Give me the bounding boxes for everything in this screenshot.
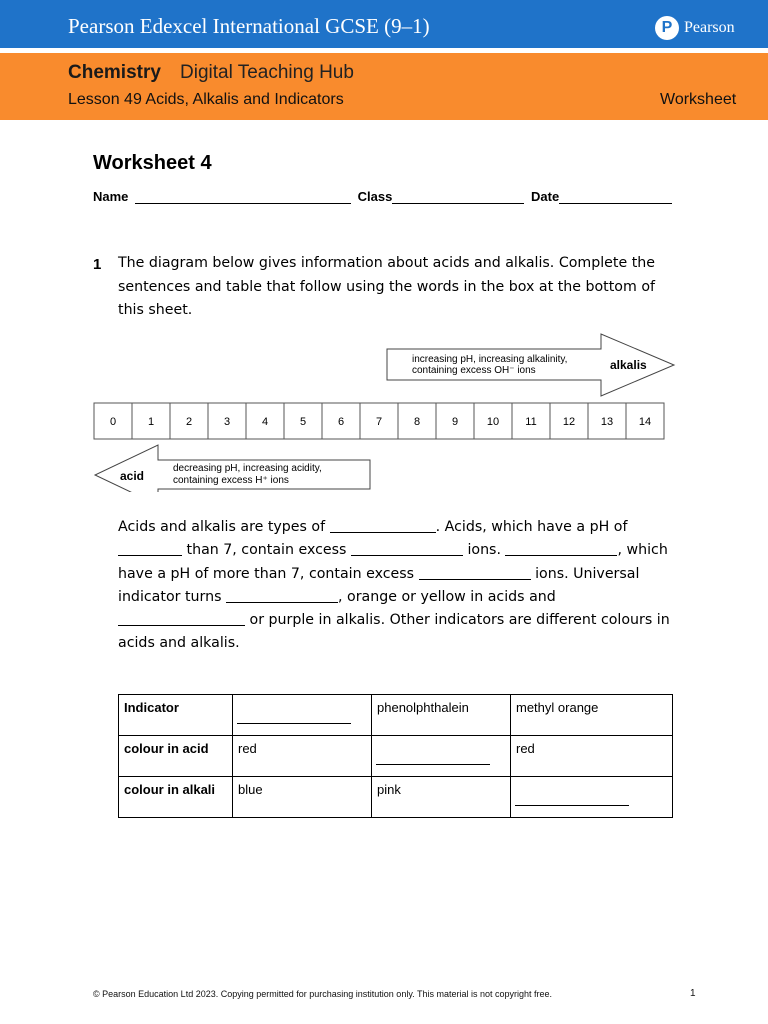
question-text: The diagram below gives information about acids and alkalis. Complete the sentences and table that follow using the words in the box at the bottom of this sheet. [118, 255, 655, 318]
passage-text: ions. [462, 542, 506, 559]
ph-cell-9 [436, 403, 474, 439]
table-row-label: colour in acid [119, 736, 233, 777]
date-field[interactable] [559, 190, 672, 204]
table-header-row [119, 695, 673, 736]
ph-cell-3 [208, 403, 246, 439]
passage-text: ions. Universal indicator turns [118, 565, 640, 605]
table-cell: pink [372, 777, 511, 818]
page-number: 1 [690, 988, 696, 999]
table-blank[interactable] [515, 805, 629, 806]
table-cell: red [511, 736, 673, 777]
answer-blank-6[interactable] [226, 589, 338, 603]
ph-value-label: 10 [486, 416, 500, 428]
acid-label: acid [120, 469, 145, 483]
ph-cell-13 [588, 403, 626, 439]
alkali-label: alkalis [610, 358, 647, 372]
table-cell: red [233, 736, 372, 777]
ph-value-label: 9 [451, 416, 459, 428]
table-answer-cell[interactable] [372, 736, 511, 777]
name-label: Name [93, 189, 129, 204]
worksheet-title: Worksheet 4 [93, 152, 212, 174]
acid-description-2: containing excess H⁺ ions [173, 475, 289, 486]
name-field[interactable] [135, 190, 351, 204]
alkali-description-1: increasing pH, increasing alkalinity, [412, 354, 568, 365]
alkali-arrow [387, 334, 674, 396]
student-details-row [93, 189, 672, 204]
table-row-label: colour in alkali [119, 777, 233, 818]
table-blank[interactable] [376, 764, 490, 765]
ph-value-label: 6 [337, 416, 345, 428]
passage-text: . Acids, which have a pH of [435, 519, 628, 535]
table-answer-cell[interactable] [511, 777, 673, 818]
ph-cell-7 [360, 403, 398, 439]
ph-cell-6 [322, 403, 360, 439]
indicator-table [118, 694, 673, 818]
copyright-footer: © Pearson Education Ltd 2023. Copying permitted for purchasing institution only. This material is not copyright free. [93, 989, 553, 999]
ph-scale-row [94, 403, 664, 439]
ph-scale-diagram [93, 332, 678, 492]
ph-value-label: 4 [261, 416, 269, 428]
question-number: 1 [93, 256, 102, 273]
ph-value-label: 3 [223, 416, 231, 428]
ph-value-label: 14 [638, 416, 652, 428]
passage-text: Acids and alkalis are types of [118, 519, 330, 535]
acid-description-1: decreasing pH, increasing acidity, [173, 463, 322, 474]
alkali-description-2: containing excess OH⁻ ions [412, 365, 536, 376]
table-row [119, 777, 673, 818]
answer-blank-4[interactable] [505, 542, 617, 556]
table-header-cell: Indicator [119, 695, 233, 736]
hub-name: Digital Teaching Hub [180, 62, 354, 83]
class-field[interactable] [392, 190, 524, 204]
table-header-cell: phenolphthalein [372, 695, 511, 736]
pearson-logo [655, 16, 735, 40]
table-cell: blue [233, 777, 372, 818]
table-blank[interactable] [237, 723, 351, 724]
ph-cell-5 [284, 403, 322, 439]
fill-in-passage [118, 516, 686, 656]
answer-blank-2[interactable] [118, 542, 182, 556]
passage-text: or purple in alkalis. Other indicators are different colours in acids and alkalis. [118, 612, 670, 652]
class-label: Class [357, 189, 393, 204]
ph-cell-14 [626, 403, 664, 439]
qualification-title: Pearson Edexcel International GCSE (9–1) [68, 14, 430, 38]
ph-cell-1 [132, 403, 170, 439]
date-label: Date [531, 189, 560, 204]
ph-value-label: 2 [185, 416, 193, 428]
ph-cell-11 [512, 403, 550, 439]
ph-cell-12 [550, 403, 588, 439]
ph-value-label: 7 [375, 416, 383, 428]
pearson-p-icon: P [655, 16, 679, 40]
acid-arrow [95, 445, 370, 492]
ph-cell-10 [474, 403, 512, 439]
ph-value-label: 1 [147, 416, 155, 428]
table-answer-cell[interactable] [233, 695, 372, 736]
ph-cell-0 [94, 403, 132, 439]
answer-blank-1[interactable] [330, 519, 436, 533]
ph-value-label: 13 [600, 416, 614, 428]
ph-value-label: 12 [562, 416, 576, 428]
answer-blank-5[interactable] [419, 566, 531, 580]
document-type: Worksheet [660, 91, 737, 108]
ph-value-label: 5 [299, 416, 307, 428]
pearson-logo-text: Pearson [684, 19, 735, 36]
ph-cell-4 [246, 403, 284, 439]
subject-name: Chemistry [68, 62, 161, 83]
passage-text: than 7, contain excess [182, 542, 351, 559]
ph-cell-8 [398, 403, 436, 439]
ph-value-label: 0 [109, 416, 117, 428]
ph-value-label: 11 [525, 416, 537, 428]
table-header-cell: methyl orange [511, 695, 673, 736]
lesson-title: Lesson 49 Acids, Alkalis and Indicators [68, 91, 344, 108]
table-row [119, 736, 673, 777]
answer-blank-7[interactable] [118, 612, 245, 626]
passage-text: , orange or yellow in acids and [338, 588, 556, 605]
ph-value-label: 8 [413, 416, 421, 428]
answer-blank-3[interactable] [351, 542, 463, 556]
ph-cell-2 [170, 403, 208, 439]
passage-text: , which have a pH of more than 7, contain excess [118, 542, 668, 582]
